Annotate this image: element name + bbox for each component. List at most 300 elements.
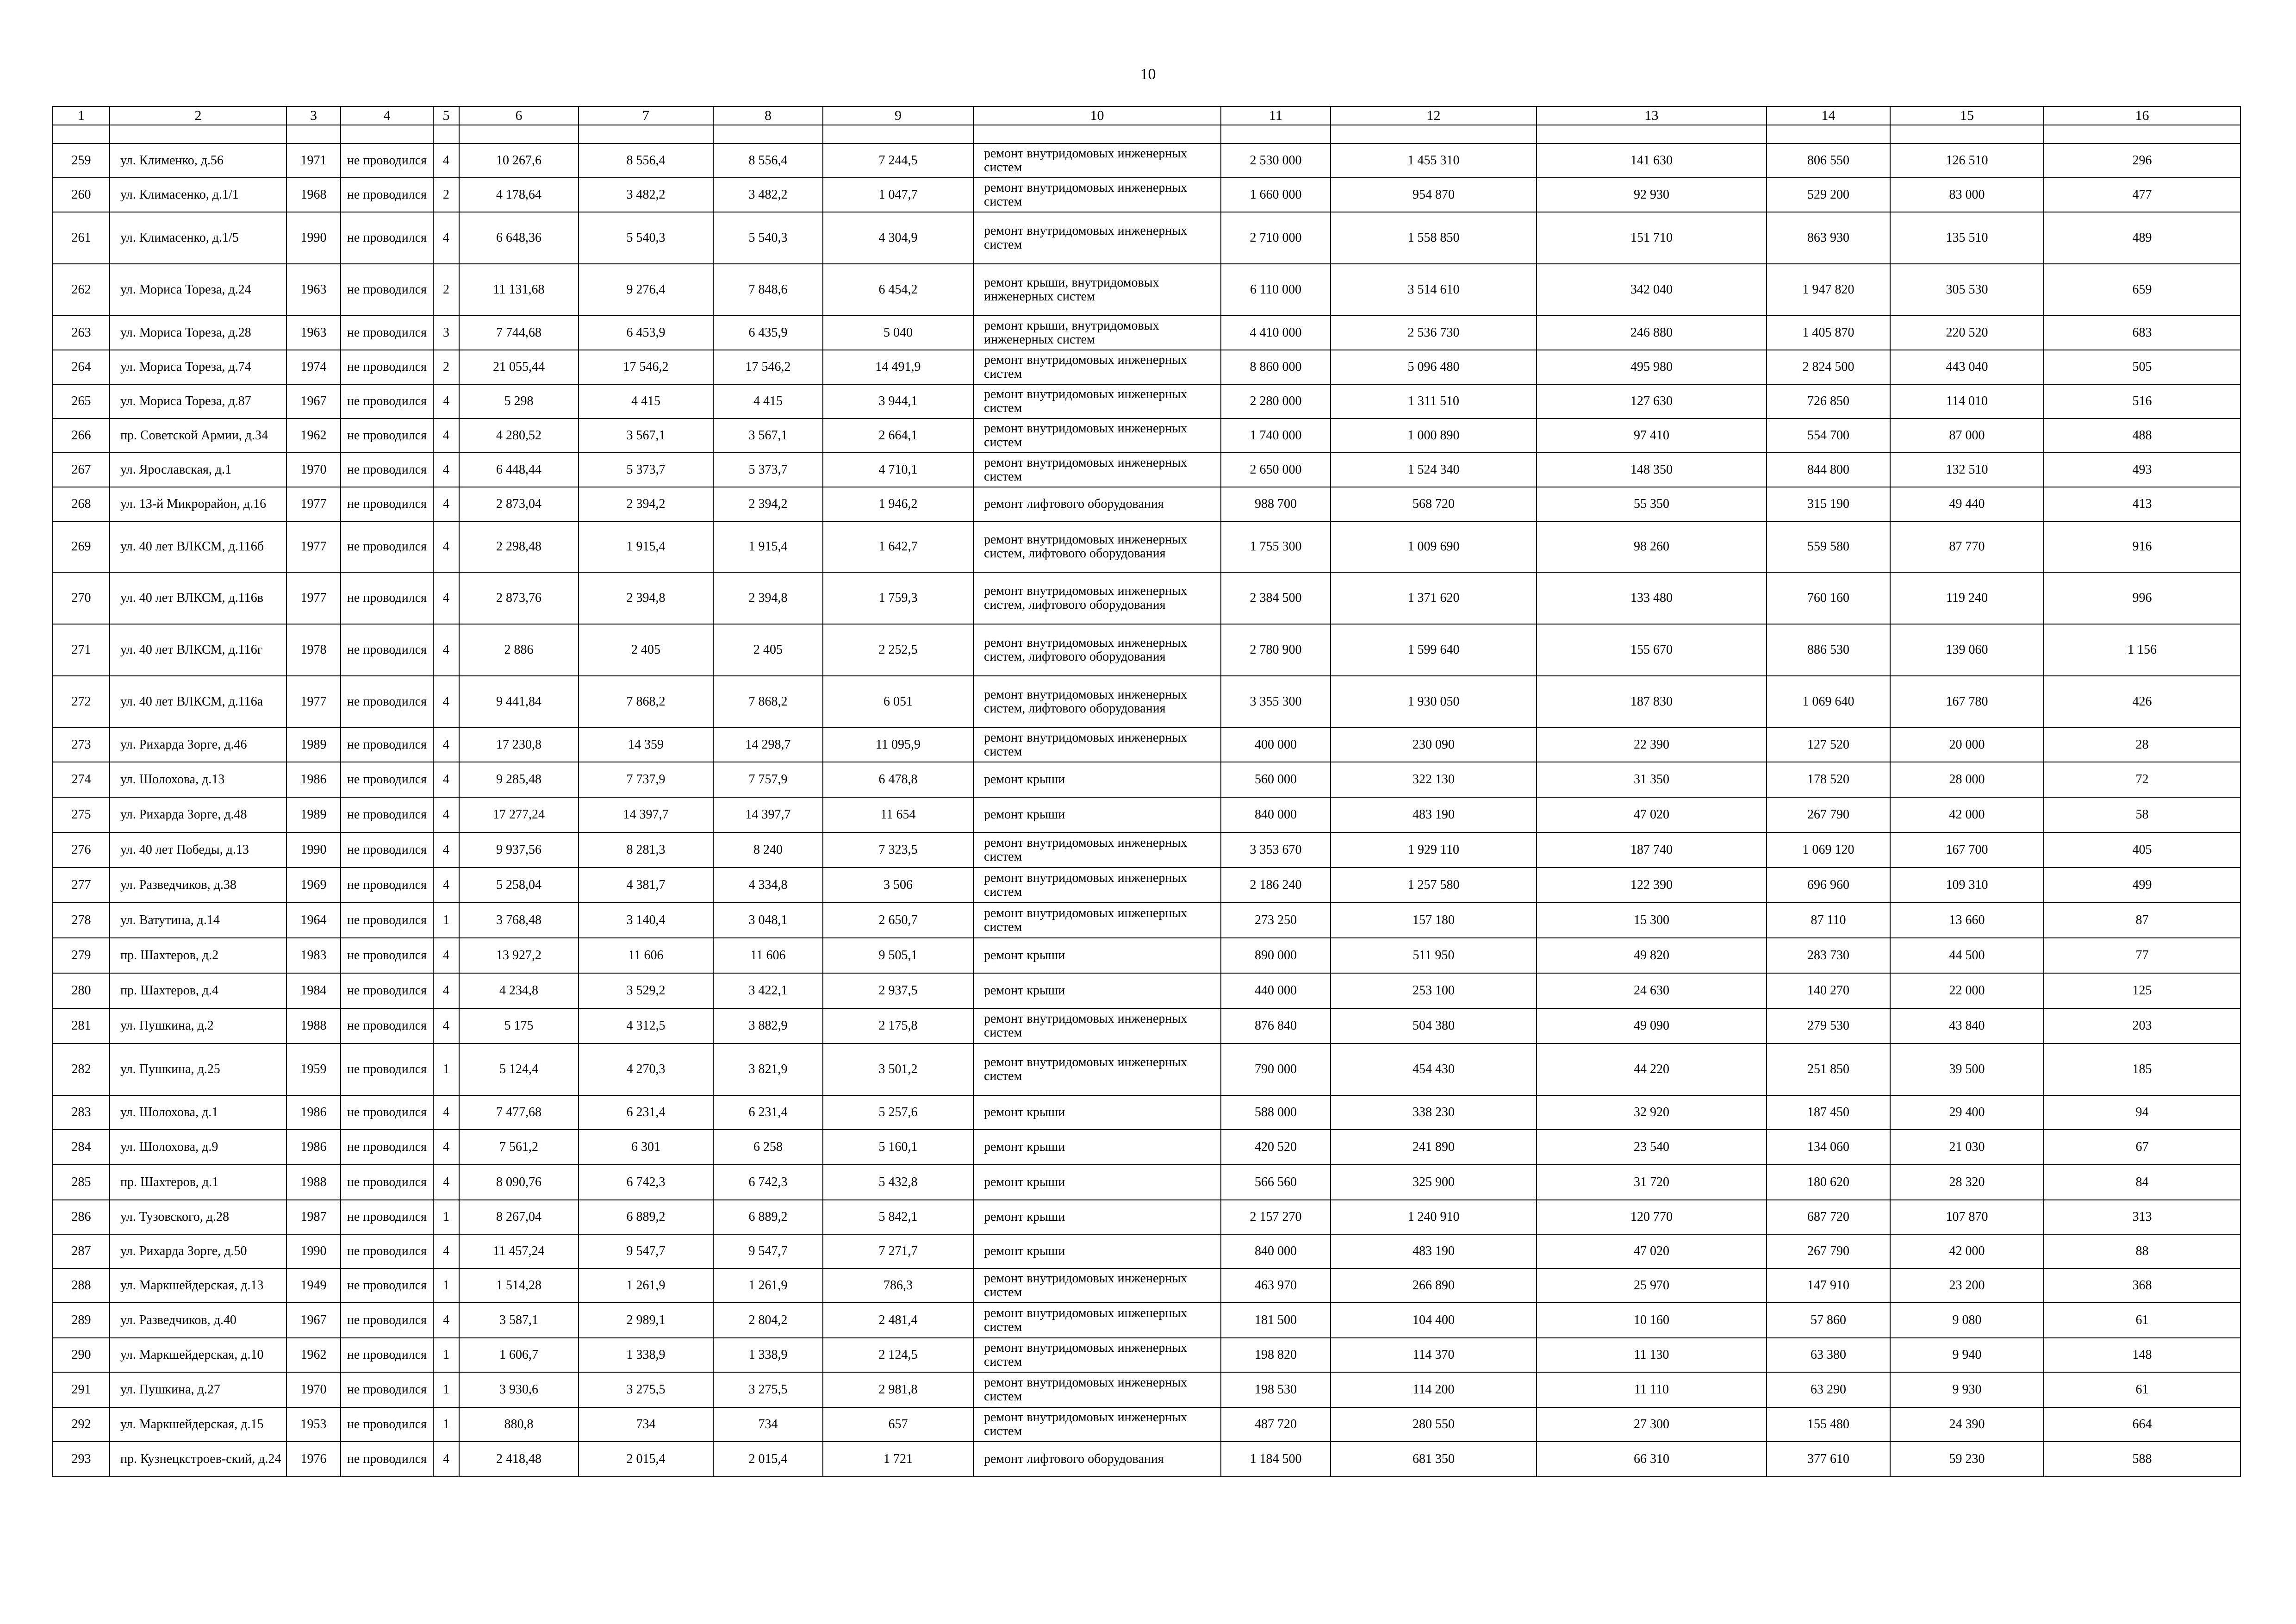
page-number: 10 xyxy=(1140,66,1156,83)
regional-cost-cell: 31 350 xyxy=(1537,762,1767,797)
regional-cost-cell: 15 300 xyxy=(1537,903,1767,938)
address-cell: пр. Кузнецкстроев-ский, д.24 xyxy=(110,1442,286,1477)
blank-cell xyxy=(1890,125,2044,144)
owners-area-cell: 3 944,1 xyxy=(823,384,973,418)
floors-cell: 4 xyxy=(433,1008,459,1043)
floors-cell: 4 xyxy=(433,973,459,1008)
row-number-cell: 288 xyxy=(53,1268,110,1303)
last-repair-cell: не проводился xyxy=(341,212,433,264)
owners-area-cell: 1 721 xyxy=(823,1442,973,1477)
total-area-cell: 8 090,76 xyxy=(459,1165,579,1200)
owners-area-cell: 5 432,8 xyxy=(823,1165,973,1200)
address-cell: ул. Мориса Тореза, д.74 xyxy=(110,350,286,384)
living-area-cell: 8 556,4 xyxy=(579,144,713,178)
owners-area-cell: 1 047,7 xyxy=(823,178,973,212)
total-area-cell: 3 587,1 xyxy=(459,1303,579,1338)
living-area-cell: 5 373,7 xyxy=(579,453,713,487)
living-area-cell: 7 737,9 xyxy=(579,762,713,797)
last-repair-cell: не проводился xyxy=(341,676,433,728)
residential-area-cell: 17 546,2 xyxy=(713,350,823,384)
work-type-cell: ремонт внутридомовых инженерных систем xyxy=(973,178,1221,212)
local-cost-cell: 57 860 xyxy=(1767,1303,1890,1338)
year-built-cell: 1986 xyxy=(286,762,341,797)
total-area-cell: 1 514,28 xyxy=(459,1268,579,1303)
residential-area-cell: 3 567,1 xyxy=(713,418,823,453)
fund-cost-cell: 1 599 640 xyxy=(1331,624,1537,676)
unit-cost-cell: 426 xyxy=(2044,676,2240,728)
fund-cost-cell: 1 000 890 xyxy=(1331,418,1537,453)
total-cost-cell: 1 184 500 xyxy=(1221,1442,1331,1477)
last-repair-cell: не проводился xyxy=(341,1008,433,1043)
row-number-cell: 259 xyxy=(53,144,110,178)
total-area-cell: 3 768,48 xyxy=(459,903,579,938)
fund-cost-cell: 230 090 xyxy=(1331,728,1537,762)
year-built-cell: 1986 xyxy=(286,1130,341,1165)
table-row xyxy=(53,521,2240,572)
total-area-cell: 11 457,24 xyxy=(459,1234,579,1268)
address-cell: пр. Шахтеров, д.1 xyxy=(110,1165,286,1200)
last-repair-cell: не проводился xyxy=(341,453,433,487)
owners-area-cell: 2 175,8 xyxy=(823,1008,973,1043)
total-area-cell: 9 937,56 xyxy=(459,832,579,868)
floors-cell: 4 xyxy=(433,1303,459,1338)
address-cell: ул. Разведчиков, д.40 xyxy=(110,1303,286,1338)
row-number-cell: 260 xyxy=(53,178,110,212)
living-area-cell: 3 529,2 xyxy=(579,973,713,1008)
owners-cost-cell: 87 000 xyxy=(1890,418,2044,453)
floors-cell: 2 xyxy=(433,264,459,316)
floors-cell: 1 xyxy=(433,1268,459,1303)
address-cell: ул. Шолохова, д.1 xyxy=(110,1095,286,1130)
unit-cost-cell: 368 xyxy=(2044,1268,2240,1303)
fund-cost-cell: 954 870 xyxy=(1331,178,1537,212)
table-row xyxy=(53,624,2240,676)
regional-cost-cell: 246 880 xyxy=(1537,316,1767,350)
work-type-cell: ремонт лифтового оборудования xyxy=(973,487,1221,521)
residential-area-cell: 6 231,4 xyxy=(713,1095,823,1130)
residential-area-cell: 2 015,4 xyxy=(713,1442,823,1477)
total-area-cell: 2 873,76 xyxy=(459,572,579,624)
local-cost-cell: 134 060 xyxy=(1767,1130,1890,1165)
floors-cell: 1 xyxy=(433,1372,459,1407)
last-repair-cell: не проводился xyxy=(341,572,433,624)
local-cost-cell: 863 930 xyxy=(1767,212,1890,264)
address-cell: ул. Маркшейдерская, д.10 xyxy=(110,1338,286,1372)
residential-area-cell: 14 298,7 xyxy=(713,728,823,762)
row-number-cell: 275 xyxy=(53,797,110,832)
work-type-cell: ремонт внутридомовых инженерных систем xyxy=(973,903,1221,938)
residential-area-cell: 3 422,1 xyxy=(713,973,823,1008)
header-row xyxy=(53,106,2240,125)
living-area-cell: 17 546,2 xyxy=(579,350,713,384)
year-built-cell: 1970 xyxy=(286,1372,341,1407)
total-cost-cell: 890 000 xyxy=(1221,938,1331,973)
data-table xyxy=(52,106,2241,1477)
total-area-cell: 10 267,6 xyxy=(459,144,579,178)
blank-row xyxy=(53,125,2240,144)
work-type-cell: ремонт внутридомовых инженерных систем, лифтового оборудования xyxy=(973,572,1221,624)
address-cell: ул. 40 лет ВЛКСМ, д.116г xyxy=(110,624,286,676)
total-cost-cell: 2 384 500 xyxy=(1221,572,1331,624)
living-area-cell: 6 742,3 xyxy=(579,1165,713,1200)
living-area-cell: 8 281,3 xyxy=(579,832,713,868)
regional-cost-cell: 24 630 xyxy=(1537,973,1767,1008)
floors-cell: 4 xyxy=(433,453,459,487)
owners-cost-cell: 29 400 xyxy=(1890,1095,2044,1130)
address-cell: ул. Ватутина, д.14 xyxy=(110,903,286,938)
regional-cost-cell: 49 090 xyxy=(1537,1008,1767,1043)
floors-cell: 4 xyxy=(433,572,459,624)
total-area-cell: 3 930,6 xyxy=(459,1372,579,1407)
work-type-cell: ремонт внутридомовых инженерных систем xyxy=(973,1372,1221,1407)
total-area-cell: 2 298,48 xyxy=(459,521,579,572)
owners-area-cell: 5 257,6 xyxy=(823,1095,973,1130)
residential-area-cell: 5 373,7 xyxy=(713,453,823,487)
last-repair-cell: не проводился xyxy=(341,1165,433,1200)
last-repair-cell: не проводился xyxy=(341,762,433,797)
living-area-cell: 2 405 xyxy=(579,624,713,676)
row-number-cell: 266 xyxy=(53,418,110,453)
owners-area-cell: 1 946,2 xyxy=(823,487,973,521)
local-cost-cell: 377 610 xyxy=(1767,1442,1890,1477)
work-type-cell: ремонт внутридомовых инженерных систем xyxy=(973,728,1221,762)
fund-cost-cell: 157 180 xyxy=(1331,903,1537,938)
row-number-cell: 273 xyxy=(53,728,110,762)
address-cell: ул. Климасенко, д.1/1 xyxy=(110,178,286,212)
local-cost-cell: 147 910 xyxy=(1767,1268,1890,1303)
address-cell: ул. Маркшейдерская, д.15 xyxy=(110,1407,286,1442)
work-type-cell: ремонт внутридомовых инженерных систем xyxy=(973,832,1221,868)
fund-cost-cell: 280 550 xyxy=(1331,1407,1537,1442)
owners-cost-cell: 443 040 xyxy=(1890,350,2044,384)
owners-area-cell: 2 981,8 xyxy=(823,1372,973,1407)
total-area-cell: 7 561,2 xyxy=(459,1130,579,1165)
year-built-cell: 1977 xyxy=(286,572,341,624)
row-number-cell: 267 xyxy=(53,453,110,487)
blank-cell xyxy=(713,125,823,144)
owners-cost-cell: 167 700 xyxy=(1890,832,2044,868)
work-type-cell: ремонт крыши xyxy=(973,1095,1221,1130)
work-type-cell: ремонт крыши xyxy=(973,1165,1221,1200)
address-cell: ул. Ярославская, д.1 xyxy=(110,453,286,487)
unit-cost-cell: 489 xyxy=(2044,212,2240,264)
floors-cell: 4 xyxy=(433,1442,459,1477)
work-type-cell: ремонт крыши xyxy=(973,973,1221,1008)
owners-cost-cell: 44 500 xyxy=(1890,938,2044,973)
last-repair-cell: не проводился xyxy=(341,624,433,676)
residential-area-cell: 734 xyxy=(713,1407,823,1442)
regional-cost-cell: 11 110 xyxy=(1537,1372,1767,1407)
total-area-cell: 9 441,84 xyxy=(459,676,579,728)
table-row xyxy=(53,144,2240,178)
unit-cost-cell: 659 xyxy=(2044,264,2240,316)
total-area-cell: 5 258,04 xyxy=(459,868,579,903)
year-built-cell: 1968 xyxy=(286,178,341,212)
floors-cell: 1 xyxy=(433,1043,459,1095)
last-repair-cell: не проводился xyxy=(341,384,433,418)
table-row xyxy=(53,762,2240,797)
unit-cost-cell: 203 xyxy=(2044,1008,2240,1043)
total-cost-cell: 560 000 xyxy=(1221,762,1331,797)
row-number-cell: 280 xyxy=(53,973,110,1008)
owners-area-cell: 7 244,5 xyxy=(823,144,973,178)
last-repair-cell: не проводился xyxy=(341,264,433,316)
address-cell: ул. 40 лет ВЛКСМ, д.116а xyxy=(110,676,286,728)
table-row xyxy=(53,938,2240,973)
local-cost-cell: 886 530 xyxy=(1767,624,1890,676)
living-area-cell: 1 915,4 xyxy=(579,521,713,572)
owners-area-cell: 3 506 xyxy=(823,868,973,903)
living-area-cell: 2 394,8 xyxy=(579,572,713,624)
address-cell: ул. Клименко, д.56 xyxy=(110,144,286,178)
row-number-cell: 291 xyxy=(53,1372,110,1407)
owners-area-cell: 2 481,4 xyxy=(823,1303,973,1338)
total-area-cell: 8 267,04 xyxy=(459,1200,579,1234)
regional-cost-cell: 187 740 xyxy=(1537,832,1767,868)
table-row xyxy=(53,1372,2240,1407)
work-type-cell: ремонт крыши xyxy=(973,1130,1221,1165)
owners-cost-cell: 167 780 xyxy=(1890,676,2044,728)
total-cost-cell: 2 650 000 xyxy=(1221,453,1331,487)
floors-cell: 4 xyxy=(433,144,459,178)
unit-cost-cell: 313 xyxy=(2044,1200,2240,1234)
total-area-cell: 13 927,2 xyxy=(459,938,579,973)
work-type-cell: ремонт крыши, внутридомовых инженерных систем xyxy=(973,316,1221,350)
year-built-cell: 1959 xyxy=(286,1043,341,1095)
table-row xyxy=(53,384,2240,418)
unit-cost-cell: 499 xyxy=(2044,868,2240,903)
local-cost-cell: 529 200 xyxy=(1767,178,1890,212)
residential-area-cell: 1 338,9 xyxy=(713,1338,823,1372)
local-cost-cell: 760 160 xyxy=(1767,572,1890,624)
total-cost-cell: 273 250 xyxy=(1221,903,1331,938)
last-repair-cell: не проводился xyxy=(341,1130,433,1165)
row-number-cell: 269 xyxy=(53,521,110,572)
living-area-cell: 9 276,4 xyxy=(579,264,713,316)
column-header: 1 xyxy=(53,106,110,125)
regional-cost-cell: 27 300 xyxy=(1537,1407,1767,1442)
owners-area-cell: 14 491,9 xyxy=(823,350,973,384)
work-type-cell: ремонт внутридомовых инженерных систем xyxy=(973,1303,1221,1338)
fund-cost-cell: 1 009 690 xyxy=(1331,521,1537,572)
unit-cost-cell: 413 xyxy=(2044,487,2240,521)
fund-cost-cell: 1 455 310 xyxy=(1331,144,1537,178)
local-cost-cell: 267 790 xyxy=(1767,1234,1890,1268)
column-header: 4 xyxy=(341,106,433,125)
total-cost-cell: 198 530 xyxy=(1221,1372,1331,1407)
owners-area-cell: 1 759,3 xyxy=(823,572,973,624)
owners-cost-cell: 220 520 xyxy=(1890,316,2044,350)
owners-cost-cell: 126 510 xyxy=(1890,144,2044,178)
year-built-cell: 1967 xyxy=(286,1303,341,1338)
fund-cost-cell: 454 430 xyxy=(1331,1043,1537,1095)
table-row xyxy=(53,868,2240,903)
last-repair-cell: не проводился xyxy=(341,521,433,572)
column-header: 10 xyxy=(973,106,1221,125)
column-header: 12 xyxy=(1331,106,1537,125)
owners-cost-cell: 39 500 xyxy=(1890,1043,2044,1095)
last-repair-cell: не проводился xyxy=(341,1338,433,1372)
last-repair-cell: не проводился xyxy=(341,973,433,1008)
unit-cost-cell: 87 xyxy=(2044,903,2240,938)
local-cost-cell: 63 380 xyxy=(1767,1338,1890,1372)
floors-cell: 1 xyxy=(433,1338,459,1372)
local-cost-cell: 279 530 xyxy=(1767,1008,1890,1043)
table-row xyxy=(53,1442,2240,1477)
last-repair-cell: не проводился xyxy=(341,868,433,903)
total-area-cell: 5 124,4 xyxy=(459,1043,579,1095)
work-type-cell: ремонт внутридомовых инженерных систем xyxy=(973,1043,1221,1095)
owners-area-cell: 2 650,7 xyxy=(823,903,973,938)
last-repair-cell: не проводился xyxy=(341,1303,433,1338)
owners-area-cell: 4 304,9 xyxy=(823,212,973,264)
work-type-cell: ремонт крыши xyxy=(973,797,1221,832)
residential-area-cell: 7 868,2 xyxy=(713,676,823,728)
address-cell: пр. Советской Армии, д.34 xyxy=(110,418,286,453)
total-cost-cell: 2 530 000 xyxy=(1221,144,1331,178)
blank-cell xyxy=(286,125,341,144)
address-cell: ул. Рихарда Зорге, д.46 xyxy=(110,728,286,762)
address-cell: ул. Рихарда Зорге, д.50 xyxy=(110,1234,286,1268)
year-built-cell: 1989 xyxy=(286,797,341,832)
fund-cost-cell: 266 890 xyxy=(1331,1268,1537,1303)
floors-cell: 2 xyxy=(433,178,459,212)
floors-cell: 4 xyxy=(433,487,459,521)
fund-cost-cell: 1 240 910 xyxy=(1331,1200,1537,1234)
living-area-cell: 6 231,4 xyxy=(579,1095,713,1130)
local-cost-cell: 687 720 xyxy=(1767,1200,1890,1234)
residential-area-cell: 3 882,9 xyxy=(713,1008,823,1043)
living-area-cell: 11 606 xyxy=(579,938,713,973)
owners-area-cell: 7 271,7 xyxy=(823,1234,973,1268)
row-number-cell: 287 xyxy=(53,1234,110,1268)
living-area-cell: 4 381,7 xyxy=(579,868,713,903)
address-cell: ул. Пушкина, д.2 xyxy=(110,1008,286,1043)
residential-area-cell: 5 540,3 xyxy=(713,212,823,264)
year-built-cell: 1990 xyxy=(286,1234,341,1268)
unit-cost-cell: 1 156 xyxy=(2044,624,2240,676)
living-area-cell: 3 275,5 xyxy=(579,1372,713,1407)
residential-area-cell: 4 334,8 xyxy=(713,868,823,903)
total-cost-cell: 420 520 xyxy=(1221,1130,1331,1165)
owners-cost-cell: 43 840 xyxy=(1890,1008,2044,1043)
unit-cost-cell: 516 xyxy=(2044,384,2240,418)
row-number-cell: 289 xyxy=(53,1303,110,1338)
regional-cost-cell: 148 350 xyxy=(1537,453,1767,487)
living-area-cell: 7 868,2 xyxy=(579,676,713,728)
owners-cost-cell: 49 440 xyxy=(1890,487,2044,521)
floors-cell: 4 xyxy=(433,624,459,676)
owners-cost-cell: 9 080 xyxy=(1890,1303,2044,1338)
table-row xyxy=(53,1234,2240,1268)
floors-cell: 4 xyxy=(433,384,459,418)
column-header: 2 xyxy=(110,106,286,125)
address-cell: пр. Шахтеров, д.4 xyxy=(110,973,286,1008)
work-type-cell: ремонт внутридомовых инженерных систем, лифтового оборудования xyxy=(973,624,1221,676)
column-header: 5 xyxy=(433,106,459,125)
residential-area-cell: 6 742,3 xyxy=(713,1165,823,1200)
address-cell: пр. Шахтеров, д.2 xyxy=(110,938,286,973)
floors-cell: 4 xyxy=(433,1165,459,1200)
row-number-cell: 283 xyxy=(53,1095,110,1130)
table-row xyxy=(53,1165,2240,1200)
regional-cost-cell: 31 720 xyxy=(1537,1165,1767,1200)
total-cost-cell: 463 970 xyxy=(1221,1268,1331,1303)
work-type-cell: ремонт внутридомовых инженерных систем xyxy=(973,350,1221,384)
blank-cell xyxy=(579,125,713,144)
total-cost-cell: 1 660 000 xyxy=(1221,178,1331,212)
last-repair-cell: не проводился xyxy=(341,487,433,521)
regional-cost-cell: 10 160 xyxy=(1537,1303,1767,1338)
work-type-cell: ремонт внутридомовых инженерных систем xyxy=(973,1407,1221,1442)
unit-cost-cell: 84 xyxy=(2044,1165,2240,1200)
address-cell: ул. Шолохова, д.13 xyxy=(110,762,286,797)
year-built-cell: 1990 xyxy=(286,832,341,868)
last-repair-cell: не проводился xyxy=(341,178,433,212)
fund-cost-cell: 2 536 730 xyxy=(1331,316,1537,350)
column-header: 8 xyxy=(713,106,823,125)
work-type-cell: ремонт внутридомовых инженерных систем, лифтового оборудования xyxy=(973,676,1221,728)
floors-cell: 4 xyxy=(433,212,459,264)
row-number-cell: 274 xyxy=(53,762,110,797)
row-number-cell: 272 xyxy=(53,676,110,728)
owners-area-cell: 786,3 xyxy=(823,1268,973,1303)
total-cost-cell: 8 860 000 xyxy=(1221,350,1331,384)
row-number-cell: 276 xyxy=(53,832,110,868)
work-type-cell: ремонт внутридомовых инженерных систем xyxy=(973,1268,1221,1303)
living-area-cell: 4 312,5 xyxy=(579,1008,713,1043)
total-area-cell: 9 285,48 xyxy=(459,762,579,797)
year-built-cell: 1986 xyxy=(286,1095,341,1130)
total-area-cell: 2 873,04 xyxy=(459,487,579,521)
owners-area-cell: 2 664,1 xyxy=(823,418,973,453)
unit-cost-cell: 505 xyxy=(2044,350,2240,384)
unit-cost-cell: 77 xyxy=(2044,938,2240,973)
fund-cost-cell: 322 130 xyxy=(1331,762,1537,797)
residential-area-cell: 9 547,7 xyxy=(713,1234,823,1268)
floors-cell: 4 xyxy=(433,1234,459,1268)
owners-cost-cell: 135 510 xyxy=(1890,212,2044,264)
column-header: 16 xyxy=(2044,106,2240,125)
blank-cell xyxy=(341,125,433,144)
column-header: 9 xyxy=(823,106,973,125)
floors-cell: 4 xyxy=(433,762,459,797)
blank-cell xyxy=(110,125,286,144)
total-cost-cell: 988 700 xyxy=(1221,487,1331,521)
owners-cost-cell: 83 000 xyxy=(1890,178,2044,212)
fund-cost-cell: 1 311 510 xyxy=(1331,384,1537,418)
last-repair-cell: не проводился xyxy=(341,1407,433,1442)
address-cell: ул. Мориса Тореза, д.24 xyxy=(110,264,286,316)
local-cost-cell: 806 550 xyxy=(1767,144,1890,178)
total-area-cell: 6 648,36 xyxy=(459,212,579,264)
fund-cost-cell: 338 230 xyxy=(1331,1095,1537,1130)
year-built-cell: 1969 xyxy=(286,868,341,903)
work-type-cell: ремонт крыши xyxy=(973,1234,1221,1268)
blank-cell xyxy=(1767,125,1890,144)
address-cell: ул. Пушкина, д.27 xyxy=(110,1372,286,1407)
row-number-cell: 262 xyxy=(53,264,110,316)
residential-area-cell: 7 848,6 xyxy=(713,264,823,316)
address-cell: ул. Мориса Тореза, д.28 xyxy=(110,316,286,350)
last-repair-cell: не проводился xyxy=(341,316,433,350)
total-area-cell: 4 234,8 xyxy=(459,973,579,1008)
table-row xyxy=(53,1303,2240,1338)
local-cost-cell: 155 480 xyxy=(1767,1407,1890,1442)
local-cost-cell: 180 620 xyxy=(1767,1165,1890,1200)
unit-cost-cell: 488 xyxy=(2044,418,2240,453)
blank-cell xyxy=(433,125,459,144)
